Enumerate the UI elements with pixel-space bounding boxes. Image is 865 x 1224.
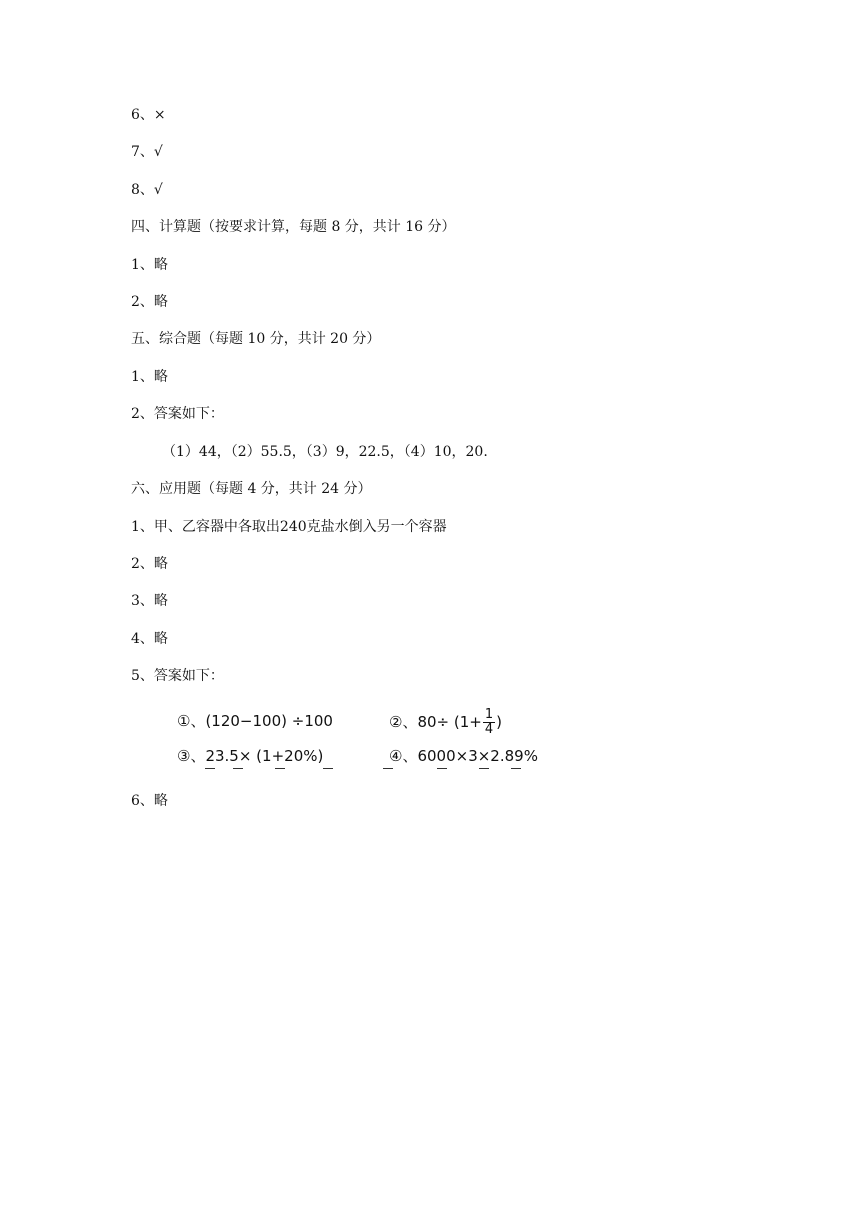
formula-2-prefix: ②、80÷ (1+ (389, 713, 482, 731)
app-answer-6: 6、略 (131, 793, 168, 809)
app-answer-2: 2、略 (131, 556, 168, 572)
formula-4: ④、6000×3×2.89% (389, 747, 538, 765)
section-heading-comprehensive: 五、综合题（每题 10 分，共计 20 分） (131, 331, 381, 347)
app-answer-5: 5、答案如下： (131, 668, 224, 684)
clipped-text-remnant (175, 768, 555, 774)
formula-2-suffix: ) (496, 713, 502, 731)
comp-answer-2-detail: （1）44，（2）55.5，（3）9，22.5，（4）10，20. (162, 444, 488, 460)
section-heading-calculation: 四、计算题（按要求计算，每题 8 分，共计 16 分） (131, 219, 456, 235)
fraction-denominator: 4 (484, 722, 494, 737)
formula-1: ①、(120−100) ÷100 (177, 712, 333, 730)
formula-image (175, 704, 555, 774)
formula-2 (389, 708, 502, 737)
answer-line-6: 6、× (131, 107, 166, 123)
app-answer-3: 3、略 (131, 593, 168, 609)
fraction-numerator: 1 (484, 707, 494, 722)
formula-3: ③、23.5× (1+20%) (177, 747, 324, 765)
answer-line-8: 8、√ (131, 182, 163, 198)
answer-line-7: 7、√ (131, 144, 163, 160)
app-answer-4: 4、略 (131, 631, 168, 647)
calc-answer-2: 2、略 (131, 294, 168, 310)
comp-answer-1: 1、略 (131, 369, 168, 385)
calc-answer-1: 1、略 (131, 257, 168, 273)
section-heading-application: 六、应用题（每题 4 分，共计 24 分） (131, 481, 372, 497)
app-answer-1: 1、甲、乙容器中各取出240克盐水倒入另一个容器 (131, 519, 447, 535)
comp-answer-2: 2、答案如下： (131, 406, 224, 422)
fraction-one-quarter (483, 708, 495, 737)
